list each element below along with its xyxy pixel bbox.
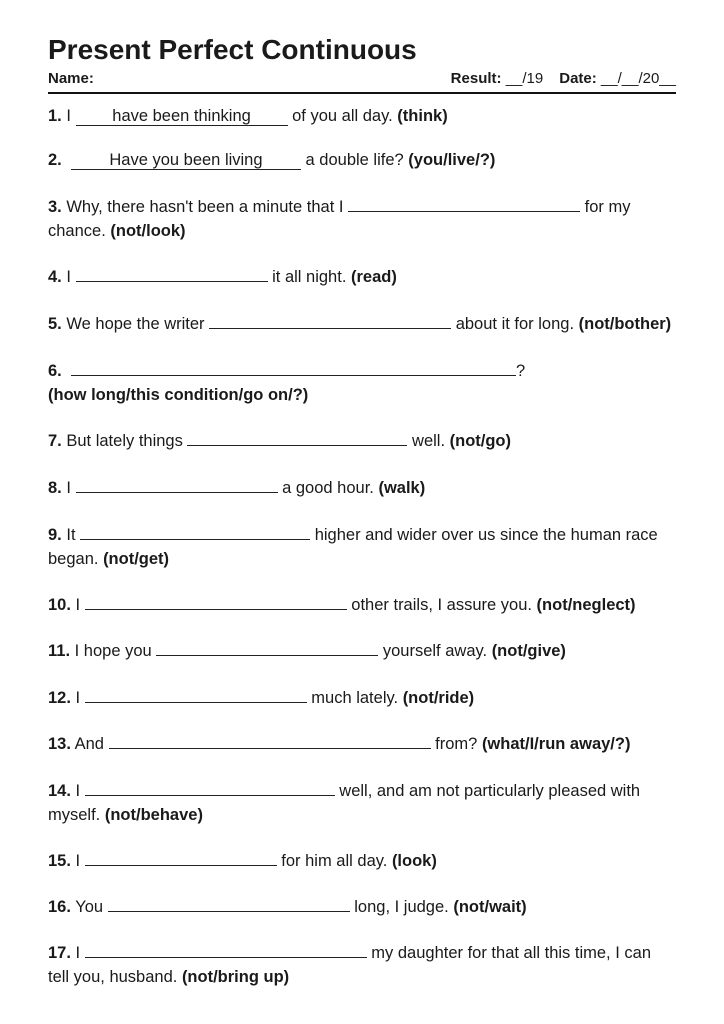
verb-hint: (not/bring up) (181, 968, 290, 986)
verb-hint: (not/wait) (453, 898, 527, 916)
meta-fields (451, 70, 676, 87)
answer-blank[interactable]: Have you been living (71, 151, 301, 170)
item-number: 14. (48, 782, 71, 800)
item-number: 7. (48, 432, 62, 450)
sentence-start: I (75, 852, 85, 870)
verb-hint: (not/ride) (402, 689, 475, 707)
sentence-start: I (66, 479, 76, 497)
item-number: 10. (48, 596, 71, 614)
date-value: __/__/20__ (600, 70, 676, 87)
verb-hint: (not/behave) (104, 806, 203, 824)
sentence-start: I (66, 107, 76, 125)
verb-hint: (what/I/run away/?) (481, 735, 631, 753)
answer-blank[interactable]: have been thinking (76, 107, 288, 126)
verb-hint: (not/get) (103, 550, 170, 568)
sentence-end: much lately. (306, 689, 403, 707)
result-label: Result: (450, 70, 502, 87)
verb-hint: (how long/this condition/go on/?) (48, 386, 309, 404)
exercise-item (48, 637, 676, 663)
verb-hint: (think) (397, 107, 448, 125)
answer-blank[interactable] (85, 939, 367, 958)
answer-blank[interactable] (187, 427, 407, 446)
exercise-item (48, 474, 676, 500)
sentence-end: for him all day. (276, 852, 392, 870)
answer-blank[interactable] (85, 847, 277, 866)
result-field (451, 70, 544, 87)
item-number: 12. (48, 689, 71, 707)
sentence-start: I (75, 944, 85, 962)
exercise-item (48, 104, 676, 128)
item-number: 3. (48, 198, 62, 216)
sentence-end: for my chance. (48, 198, 631, 240)
exercise-item (48, 263, 676, 289)
answer-blank[interactable] (76, 263, 268, 282)
sentence-end: from? (430, 735, 482, 753)
item-number: 9. (48, 526, 62, 544)
sentence-start: But lately things (66, 432, 188, 450)
verb-hint: (walk) (378, 479, 426, 497)
exercise-item (48, 847, 676, 873)
sentence-end: well. (407, 432, 450, 450)
sentence-start: I (66, 268, 76, 286)
exercise-item (48, 777, 676, 827)
sentence-end: my daughter for that all this time, I can tell you, husband. (48, 944, 651, 986)
item-number: 17. (48, 944, 71, 962)
sentence-end: of you all day. (287, 107, 398, 125)
exercise-item (48, 939, 676, 989)
sentence-end: yourself away. (378, 642, 492, 660)
item-number: 8. (48, 479, 62, 497)
verb-hint: (not/go) (449, 432, 512, 450)
sentence-start: And (74, 735, 109, 753)
answer-blank[interactable] (108, 893, 350, 912)
exercise-item (48, 591, 676, 617)
worksheet-header (48, 70, 676, 94)
exercise-item (48, 357, 676, 407)
verb-hint: (not/look) (110, 222, 186, 240)
verb-hint: (look) (391, 852, 437, 870)
sentence-end: ? (515, 362, 526, 380)
sentence-start: I (75, 782, 85, 800)
exercise-item (48, 521, 676, 571)
answer-blank[interactable] (156, 637, 378, 656)
sentence-start: Why, there hasn't been a minute that I (66, 198, 349, 216)
sentence-end: higher and wider over us since the human race began. (48, 526, 658, 568)
item-number: 6. (48, 362, 62, 380)
date-label: Date: (559, 70, 597, 87)
sentence-start: I (75, 596, 85, 614)
sentence-start: I hope you (74, 642, 157, 660)
exercise-item (48, 310, 676, 336)
answer-blank[interactable] (85, 684, 307, 703)
answer-blank[interactable] (71, 357, 516, 376)
answer-blank[interactable] (80, 521, 310, 540)
verb-hint: (read) (351, 268, 397, 286)
sentence-end: it all night. (267, 268, 351, 286)
item-number: 16. (48, 898, 71, 916)
exercise-item (48, 427, 676, 453)
item-number: 15. (48, 852, 71, 870)
sentence-end: other trails, I assure you. (346, 596, 537, 614)
item-number: 13. (48, 735, 71, 753)
answer-blank[interactable] (85, 591, 347, 610)
exercise-item (48, 730, 676, 756)
sentence-end: about it for long. (451, 315, 579, 333)
sentence-end: a double life? (300, 151, 409, 169)
result-value: __/19 (505, 70, 544, 87)
sentence-end: a good hour. (277, 479, 379, 497)
item-number: 2. (48, 151, 62, 169)
item-number: 11. (48, 642, 71, 660)
page-title: Present Perfect Continuous (48, 34, 417, 65)
exercise-item (48, 148, 676, 172)
sentence-start: I (75, 689, 85, 707)
item-number: 4. (48, 268, 62, 286)
sentence-start: It (66, 526, 81, 544)
answer-blank[interactable] (109, 730, 431, 749)
sentence-end: well, and am not particularly pleased with myself. (48, 782, 641, 824)
item-number: 5. (48, 315, 62, 333)
verb-hint: (not/bother) (578, 315, 672, 333)
verb-hint: (not/give) (491, 642, 566, 660)
sentence-start: You (75, 898, 108, 916)
answer-blank[interactable] (348, 193, 580, 212)
exercise-item (48, 684, 676, 710)
answer-blank[interactable] (76, 474, 278, 493)
item-number: 1. (48, 107, 62, 125)
exercise-list (48, 104, 676, 989)
name-label: Name: (48, 70, 94, 87)
answer-blank[interactable] (209, 310, 451, 329)
exercise-item (48, 893, 676, 919)
date-field (559, 70, 676, 87)
verb-hint: (not/neglect) (536, 596, 636, 614)
answer-blank[interactable] (85, 777, 335, 796)
sentence-start: We hope the writer (66, 315, 210, 333)
verb-hint: (you/live/?) (408, 151, 496, 169)
sentence-end: long, I judge. (349, 898, 454, 916)
exercise-item (48, 193, 676, 243)
